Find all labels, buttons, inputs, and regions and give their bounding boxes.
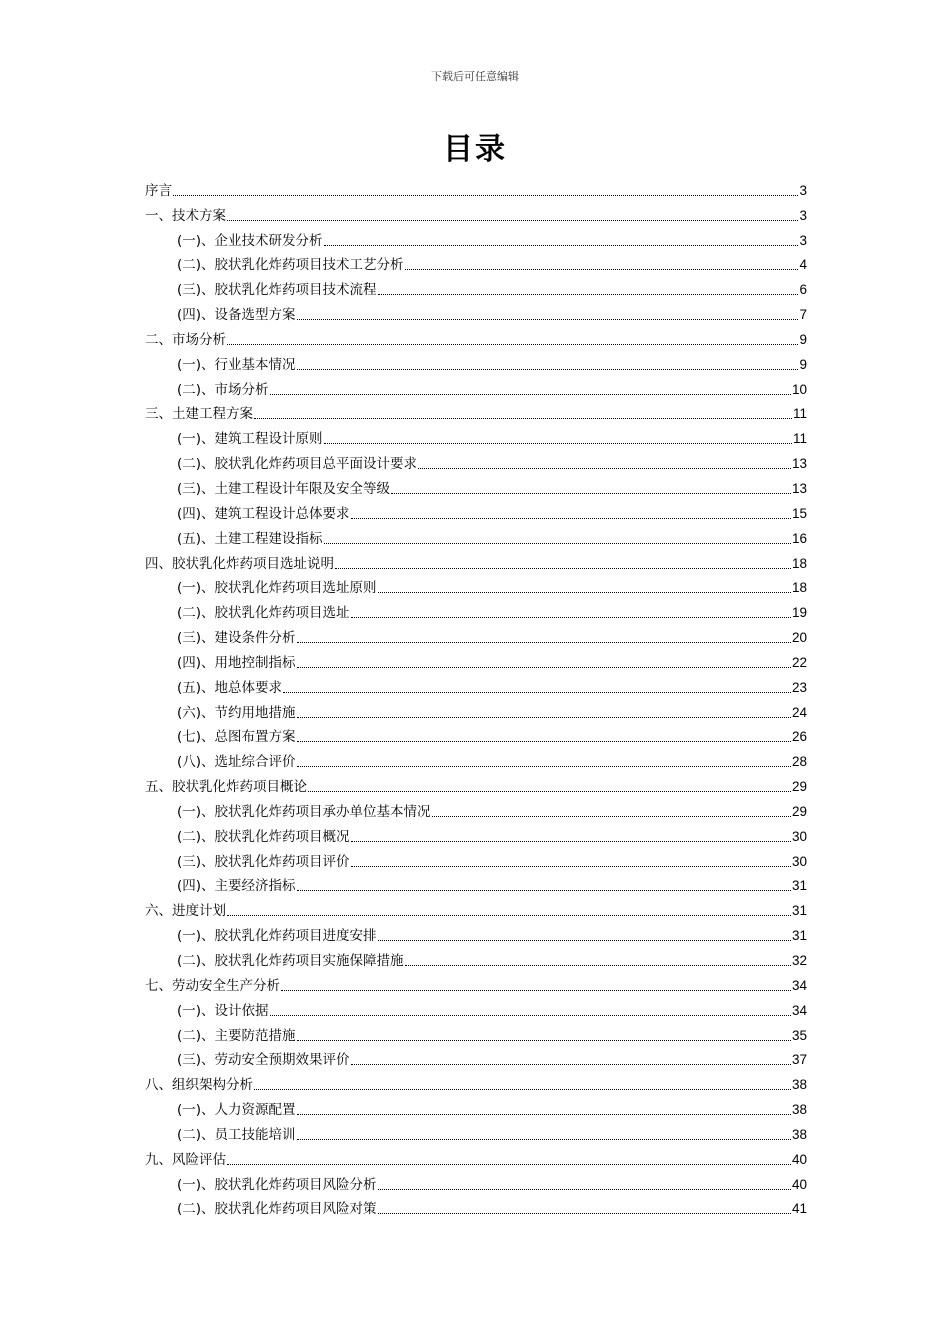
toc-entry[interactable] [145,473,807,498]
toc-dot-leader [324,245,799,246]
toc-dot-leader [378,1213,791,1214]
toc-entry[interactable] [145,1144,807,1169]
toc-entry[interactable] [145,846,807,871]
toc-dot-leader [418,468,791,469]
toc-entry[interactable] [145,175,807,200]
toc-entry-page-number: 31 [791,903,807,919]
toc-entry-label: 二、市场分析 [145,331,226,348]
toc-entry[interactable] [145,697,807,722]
toc-entry-label: (二)、胶状乳化炸药项目实施保障措施 [177,953,404,969]
toc-entry[interactable] [145,225,807,250]
toc-entry-label: (三)、胶状乳化炸药项目技术流程 [177,282,377,299]
toc-entry-page-number: 16 [791,530,807,546]
toc-entry-page-number: 37 [791,1052,807,1068]
toc-dot-leader [391,493,791,494]
toc-entry[interactable] [145,597,807,622]
toc-entry-label: (四)、设备选型方案 [177,307,296,324]
toc-entry-label: (二)、胶状乳化炸药项目总平面设计要求 [177,456,418,473]
toc-dot-leader [351,518,791,519]
toc-entry-label: (二)、胶状乳化炸药项目风险对策 [177,1201,377,1218]
toc-entry-label: (一)、设计依据 [177,1002,269,1019]
toc-dot-leader [405,269,799,270]
toc-dot-leader [297,369,799,370]
toc-entry-page-number: 31 [791,878,807,894]
toc-entry-page-number: 11 [792,406,807,422]
toc-entry[interactable] [145,796,807,821]
toc-entry-page-number: 29 [791,779,807,795]
toc-entry[interactable] [145,548,807,573]
toc-dot-leader [351,866,791,867]
toc-entry-label: (三)、劳动安全预期效果评价 [177,1052,350,1069]
toc-entry-page-number: 35 [791,1027,807,1043]
toc-entry-page-number: 40 [791,1151,807,1167]
toc-entry-label: (四)、建筑工程设计总体要求 [177,505,350,522]
toc-dot-leader [351,1064,791,1065]
toc-entry-label: 六、进度计划 [145,903,226,920]
toc-entry[interactable] [145,349,807,374]
toc-entry-page-number: 34 [791,1002,807,1018]
toc-dot-leader [308,791,791,792]
toc-entry-page-number: 38 [791,1077,807,1093]
toc-dot-leader [270,1015,791,1016]
toc-entry-page-number: 29 [791,803,807,819]
toc-dot-leader [297,667,791,668]
toc-entry-label: (一)、胶状乳化炸药项目选址原则 [177,580,377,597]
toc-entry-page-number: 38 [791,1102,807,1118]
toc-entry[interactable] [145,771,807,796]
toc-dot-leader [297,741,791,742]
toc-dot-leader [227,220,798,221]
toc-entry-label: 九、风险评估 [145,1151,226,1168]
toc-dot-leader [281,990,791,991]
toc-entry-label: (一)、人力资源配置 [177,1102,296,1119]
toc-dot-leader [297,717,791,718]
toc-entry[interactable] [145,722,807,747]
toc-entry[interactable] [145,299,807,324]
toc-entry-label: (三)、土建工程设计年限及安全等级 [177,480,391,497]
toc-entry[interactable] [145,995,807,1020]
toc-entry[interactable] [145,821,807,846]
toc-dot-leader [254,418,792,419]
toc-dot-leader [378,294,799,295]
toc-entry[interactable] [145,324,807,349]
toc-entry-label: (五)、土建工程建设指标 [177,530,323,547]
toc-entry-label: (二)、员工技能培训 [177,1126,296,1143]
header-note: 下载后可任意编辑 [431,70,519,83]
toc-entry[interactable] [145,672,807,697]
toc-entry-page-number: 18 [791,580,807,596]
toc-entry-page-number: 31 [791,928,807,944]
toc-dot-leader [227,1164,791,1165]
toc-dot-leader [297,766,791,767]
toc-entry[interactable] [145,1119,807,1144]
toc-entry[interactable] [145,945,807,970]
toc-dot-leader [335,568,791,569]
toc-entry-page-number: 38 [791,1126,807,1142]
toc-entry[interactable] [145,1169,807,1194]
toc-entry[interactable] [145,573,807,598]
toc-dot-leader [227,915,791,916]
toc-dot-leader [297,319,799,320]
toc-entry-page-number: 3 [799,207,807,223]
toc-entry-page-number: 9 [799,356,807,372]
toc-entry[interactable] [145,1094,807,1119]
toc-dot-leader [297,1139,791,1140]
toc-entry-page-number: 20 [791,630,807,646]
document-title: 目录 [443,132,507,167]
toc-entry-label: (四)、主要经济指标 [177,878,296,895]
toc-entry[interactable] [145,970,807,995]
toc-dot-leader [283,692,791,693]
toc-entry-page-number: 23 [791,679,807,695]
toc-entry-page-number: 40 [791,1176,807,1192]
toc-dot-leader [378,940,791,941]
toc-entry-page-number: 11 [792,431,807,447]
toc-entry-label: (八)、选址综合评价 [177,754,296,771]
table-of-contents [145,175,807,1218]
toc-entry-label: (二)、胶状乳化炸药项目选址 [177,605,350,622]
toc-entry[interactable] [145,1194,807,1219]
toc-entry-page-number: 13 [791,480,807,496]
toc-dot-leader [324,543,791,544]
toc-entry-label: (一)、胶状乳化炸药项目承办单位基本情况 [177,803,431,820]
toc-entry-label: (一)、行业基本情况 [177,356,296,373]
toc-entry-page-number: 3 [799,232,807,248]
toc-entry-page-number: 7 [799,307,807,323]
toc-entry-label: 三、土建工程方案 [145,406,253,423]
toc-entry-label: (六)、节约用地措施 [177,704,296,721]
toc-entry-label: (二)、主要防范措施 [177,1027,296,1044]
toc-dot-leader [297,1114,791,1115]
toc-entry[interactable] [145,647,807,672]
toc-entry[interactable] [145,498,807,523]
toc-dot-leader [378,592,791,593]
toc-dot-leader [270,394,791,395]
toc-entry-label: (一)、胶状乳化炸药项目风险分析 [177,1176,377,1193]
toc-entry[interactable] [145,920,807,945]
toc-entry-page-number: 19 [791,605,807,621]
toc-entry[interactable] [145,448,807,473]
toc-dot-leader [378,1189,791,1190]
toc-entry-page-number: 30 [791,853,807,869]
toc-entry[interactable] [145,423,807,448]
toc-entry-page-number: 15 [791,505,807,521]
toc-entry-label: 一、技术方案 [145,207,226,224]
toc-entry[interactable] [145,523,807,548]
toc-entry-label: (四)、用地控制指标 [177,654,296,671]
toc-entry-page-number: 34 [791,977,807,993]
toc-entry[interactable] [145,622,807,647]
toc-entry-label: (七)、总图布置方案 [177,729,296,746]
toc-entry-label: (三)、建设条件分析 [177,630,296,647]
toc-entry-page-number: 18 [791,555,807,571]
toc-dot-leader [324,443,792,444]
toc-dot-leader [227,344,798,345]
toc-entry-label: 四、胶状乳化炸药项目选址说明 [145,555,334,572]
toc-entry-page-number: 30 [791,828,807,844]
toc-entry[interactable] [145,1020,807,1045]
toc-dot-leader [351,841,791,842]
toc-dot-leader [432,816,791,817]
toc-entry-page-number: 32 [791,953,807,968]
toc-entry-label: (二)、胶状乳化炸药项目技术工艺分析 [177,257,404,274]
toc-dot-leader [173,195,798,196]
toc-entry-page-number: 28 [791,754,807,770]
toc-entry-label: (一)、胶状乳化炸药项目进度安排 [177,928,377,945]
toc-entry-page-number: 41 [791,1201,807,1217]
toc-entry-label: 八、组织架构分析 [145,1077,253,1094]
toc-dot-leader [405,965,791,966]
toc-entry[interactable] [145,746,807,771]
toc-entry-page-number: 3 [799,182,807,198]
toc-entry[interactable] [145,250,807,275]
toc-entry-label: (一)、企业技术研发分析 [177,232,323,249]
toc-entry-label: (二)、胶状乳化炸药项目概况 [177,828,350,845]
toc-entry-page-number: 6 [799,282,807,298]
toc-entry-label: (三)、胶状乳化炸药项目评价 [177,853,350,870]
toc-dot-leader [297,642,791,643]
toc-dot-leader [254,1089,791,1090]
toc-entry-label: (二)、市场分析 [177,381,269,398]
toc-entry-page-number: 10 [791,381,807,397]
toc-entry[interactable] [145,1045,807,1070]
toc-dot-leader [351,617,791,618]
toc-entry-label: 五、胶状乳化炸药项目概论 [145,779,307,796]
toc-entry-label: 七、劳动安全生产分析 [145,977,280,994]
toc-entry[interactable] [145,274,807,299]
toc-entry-page-number: 9 [799,331,807,347]
toc-entry[interactable] [145,374,807,399]
toc-dot-leader [297,890,791,891]
toc-entry-label: (五)、地总体要求 [177,679,283,696]
toc-entry[interactable] [145,1069,807,1094]
toc-entry-label: 序言 [145,182,172,199]
toc-entry-page-number: 26 [791,729,807,745]
toc-entry-label: (一)、建筑工程设计原则 [177,431,323,448]
toc-dot-leader [297,1040,791,1041]
toc-entry-page-number: 24 [791,704,807,720]
toc-entry[interactable] [145,200,807,225]
toc-entry-page-number: 22 [791,654,807,670]
toc-entry[interactable] [145,895,807,920]
toc-entry-page-number: 13 [791,456,807,472]
toc-entry[interactable] [145,871,807,896]
toc-entry[interactable] [145,399,807,424]
toc-entry-page-number: 4 [799,257,807,273]
